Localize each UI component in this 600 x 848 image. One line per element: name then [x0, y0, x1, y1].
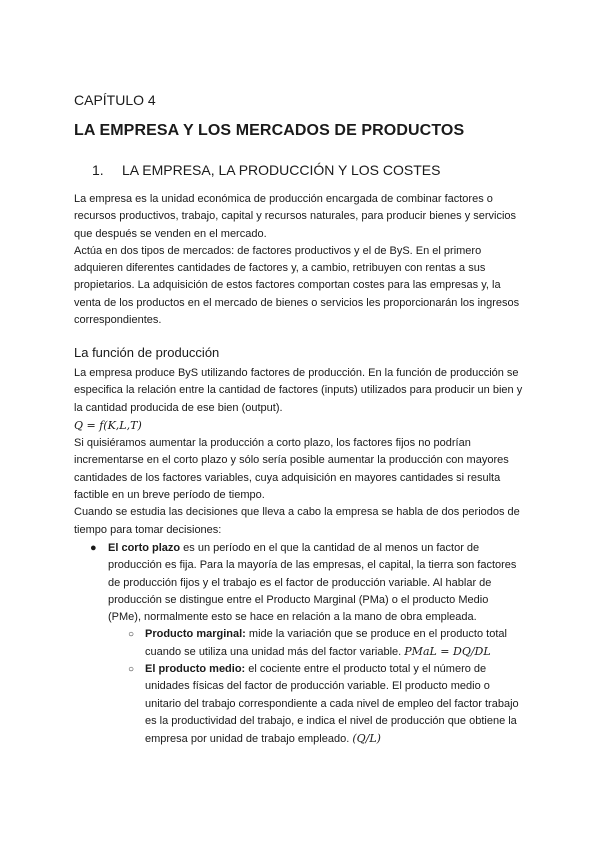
text-line: mide la variación que se produce en el producto total	[245, 628, 507, 640]
text-line: adquieren diferentes cantidades de factores y, a cambio, retribuyen con rentas a sus	[74, 262, 486, 275]
text-line: es la productividad del trabajo, e indica el nivel de producción que obtiene la	[145, 714, 517, 727]
section-number: 1.	[92, 162, 104, 178]
text-line: que después se venden en el mercado.	[74, 227, 267, 240]
bullet-item-short-term	[90, 540, 528, 626]
intro-paragraph	[74, 191, 534, 329]
text-line: propietarios. La adquisición de estos factores comportan costes para las empresas y, la	[74, 279, 501, 292]
text-line: el cociente entre el producto total y el número de	[245, 663, 487, 675]
average-product-formula: (Q/L)	[352, 732, 381, 746]
sub-bullet-marker: ○	[128, 629, 135, 640]
text-line: factible en un breve período de tiempo.	[74, 489, 265, 502]
text-line: empresa por unidad de trabajo empleado.	[145, 733, 350, 746]
sub-bullet-marker: ○	[128, 664, 135, 675]
text-line: (PMe), normalmente esto se hace en relación a la mano de obra empleada.	[108, 611, 477, 624]
subheading: La función de producción	[74, 345, 220, 360]
text-line: de producción fijos y el trabajo es el factor de producción variable. Al hablar de	[108, 576, 492, 589]
text-line: venta de los productos en el mercado de bienes o servicios les proporcionarán los ingresos	[74, 296, 520, 309]
sub-item-marginal-product	[128, 626, 535, 662]
text-line: incrementarse en el corto plazo y sólo sería posible aumentar la producción con mayores	[74, 454, 509, 467]
text-line: producción es fija. Para la mayoría de las empresas, el capital, la tierra son factores	[108, 559, 517, 572]
text-line: unidades físicas del factor de producción variable. El producto medio o	[145, 680, 490, 693]
sub-item-term: Producto marginal:	[145, 628, 246, 640]
production-formula: Q = f(K,L,T)	[74, 418, 142, 432]
production-function-paragraph	[74, 365, 534, 539]
text-line: es un período en el que la cantidad de al menos un factor de	[180, 542, 480, 554]
text-line: recursos productivos, trabajo, capital y recursos naturales, para producir bienes y servicios	[74, 210, 517, 223]
bullet-term: El corto plazo	[108, 542, 181, 554]
text-line: La empresa es la unidad económica de producción encargada de combinar factores o	[74, 193, 493, 205]
marginal-product-formula: PMaL = DQ/DL	[404, 645, 491, 659]
text-line: La empresa produce ByS utilizando factores de producción. En la función de producción se	[74, 367, 519, 379]
text-line: Actúa en dos tipos de mercados: de factores productivos y el de ByS. En el primero	[74, 244, 482, 257]
sub-item-average-product	[128, 661, 535, 748]
text-line: tiempo para tomar decisiones:	[74, 523, 222, 536]
text-line: Cuando se estudia las decisiones que lleva a cabo la empresa se habla de dos periodos de	[74, 506, 520, 519]
text-line: cantidades de los factores variables, cuya adquisición en mayores cantidades si resulta	[74, 471, 501, 484]
text-line: especifica la relación entre la cantidad de factores (inputs) utilizados para producir un bien y	[74, 384, 523, 397]
text-line: cuando se utiliza una unidad más del factor variable.	[145, 646, 402, 659]
text-line: correspondientes.	[74, 314, 162, 327]
section-heading	[92, 162, 440, 178]
text-line: Si quisiéramos aumentar la producción a corto plazo, los factores fijos no podrían	[74, 437, 471, 450]
chapter-title: LA EMPRESA Y LOS MERCADOS DE PRODUCTOS	[74, 122, 465, 139]
bullet-marker: ●	[90, 542, 97, 554]
section-title: LA EMPRESA, LA PRODUCCIÓN Y LOS COSTES	[122, 162, 441, 178]
text-line: producción se distingue entre el Producto Marginal (PMa) o el producto Medio	[108, 593, 489, 606]
chapter-heading: CAPÍTULO 4	[74, 92, 156, 108]
sub-item-term: El producto medio:	[145, 663, 246, 675]
text-line: la cantidad producida de ese bien (output).	[74, 401, 283, 414]
text-line: unitario del trabajo correspondiente a cada nivel de empleo del factor trabajo	[145, 697, 519, 710]
